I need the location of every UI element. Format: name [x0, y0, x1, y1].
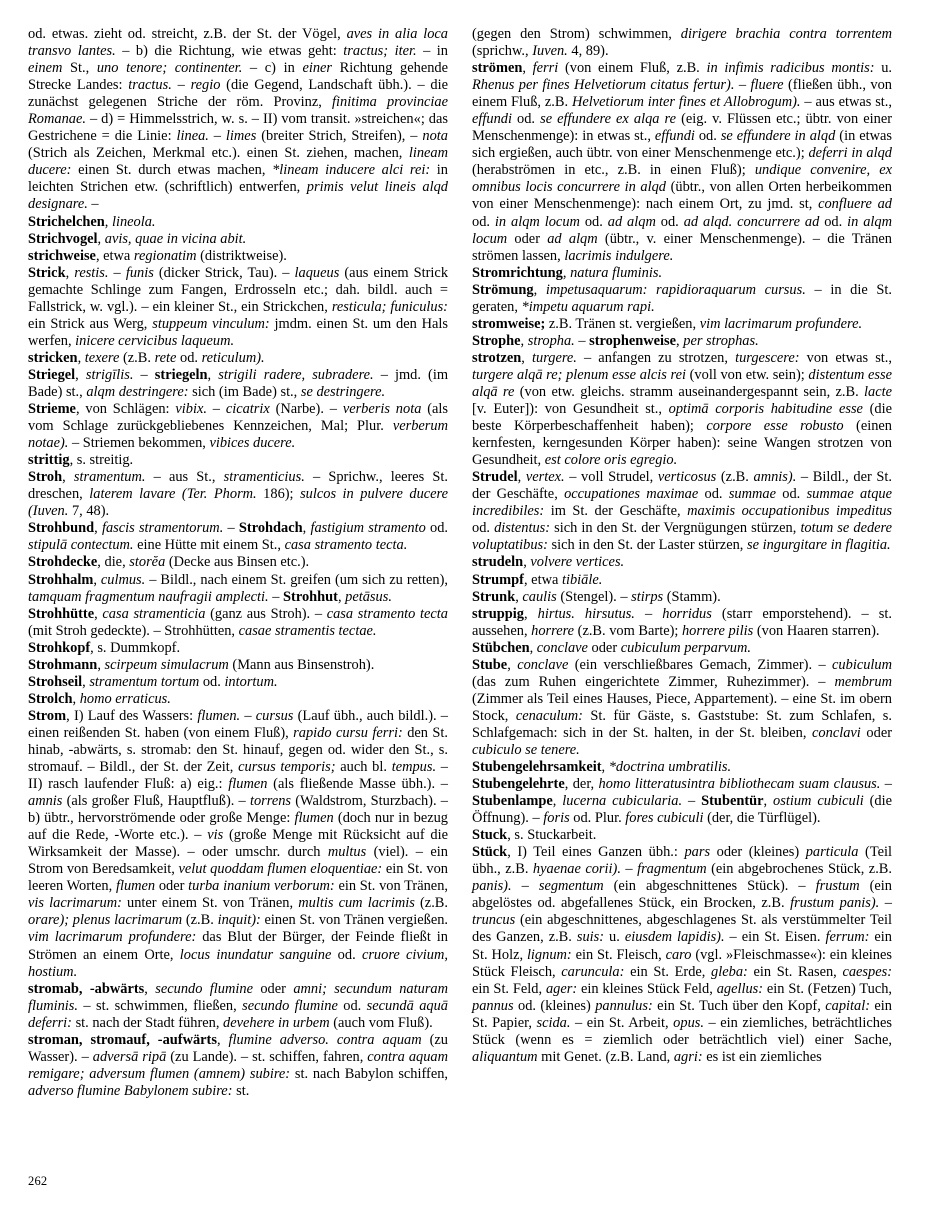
- dictionary-entry: Strolch, homo erraticus.: [28, 690, 171, 707]
- dictionary-entry: Strohhalm, culmus. – Bildl., nach einem St. greifen (um sich zu retten), tamquam fragmentum naufragii amplecti. – Strohhut, petāsus.: [28, 571, 448, 605]
- dictionary-entry: Stübchen, conclave oder cubiculum perparvum.: [472, 639, 751, 656]
- dictionary-entry: Strohkopf, s. Dummkopf.: [28, 639, 181, 656]
- dictionary-entry: struppig, hirtus. hirsutus. – horridus (starr emporstehend). – st. aussehen, horrere (z.B. vom Barte); horrere pilis (von Haaren starren).: [472, 605, 892, 639]
- dictionary-entry: Strichelchen, lineola.: [28, 213, 156, 230]
- page-columns: [28, 26, 909, 1100]
- dictionary-entry: stromab, -abwärts, secundo flumine oder amni; secundum naturam fluminis. – st. schwimmen, fließen, secundo flumine od. secundā aquā deferri: st. nach der Stadt führen, devehere in urbem (auch vom Fluß).: [28, 980, 449, 1031]
- left-text-column: [28, 26, 448, 1100]
- dictionary-entry: strudeln, volvere vertices.: [472, 554, 625, 571]
- dictionary-entry: Strömung, impetusaquarum: rapidioraquarum cursus. – in die St. geraten, *impetu aquarum rapi.: [472, 281, 892, 315]
- dictionary-entry: Strohhütte, casa stramenticia (ganz aus Stroh). – casa stramento tecta (mit Stroh gedeckte). – Strohhütten, casae stramentis tectae.: [28, 605, 448, 639]
- dictionary-entry: strotzen, turgere. – anfangen zu strotzen, turgescere: von etwas st., turgere alqā re; plenum esse alcis rei (voll von etw. sein); distentum esse alqā re (von etw. gleichs. stramm auseinandergespannt sein, z.B. lacte [v. Euter]): von Gesundheit st., optimā corporis habitudine esse (die beste Körperbeschaffenheit haben); corpore esse robusto (einen kernfesten, kerngesunden Körper haben): seine Wangen strotzen von Gesundheit, est colore oris egregio.: [472, 349, 893, 469]
- dictionary-entry: Stroh, stramentum. – aus St., stramenticius. – Sprichw., leeres St. dreschen, laterem lavare (Ter. Phorm. 186); sulcos in pulvere ducere (Iuven. 7, 48).: [28, 469, 449, 520]
- dictionary-entry: Strohbund, fascis stramentorum. – Strohdach, fastigium stramento od. stipulā contectum. eine Hütte mit einem St., casa stramento tecta.: [28, 520, 448, 554]
- dictionary-entry: stromweise; z.B. Tränen st. vergießen, vim lacrimarum profundere.: [472, 315, 863, 332]
- dictionary-entry: Stück, I) Teil eines Ganzen übh.: pars oder (kleines) particula (Teil übh., z.B. hyaenae corii). – fragmentum (ein abgebrochenes Stück, z.B. panis). – segmentum (ein abgeschnittenes Stück). – frustum (ein abgelöstes od. abgefallenes Stück, ein Brocken, z.B. frustum panis). – truncus (ein abgeschnittenes, abgeschlagenes St. als verstümmelter Teil des Ganzen, z.B. suis: u. eiusdem lapidis). – ein St. Eisen. ferrum: ein St. Holz, lignum: ein St. Fleisch, caro (vgl. »Fleischmasse«): ein kleines Stück Fleisch, caruncula: ein St. Erde, gleba: ein St. Rasen, caespes: ein St. Feld, ager: ein kleines Stück Feld, agellus: ein St. (Fetzen) Tuch, pannus od. (kleines) pannulus: ein St. Tuch über den Kopf, capital: ein St. Papier, scida. – ein St. Arbeit, opus. – ein ziemliches, beträchtliches Stück (wenn es = ziemlich oder beträchtlich viel) einer Sache, aliquantum mit Genet. (z.B. Land, agri: es ist ein ziemliches: [472, 844, 893, 1065]
- dictionary-entry: Stromrichtung, natura fluminis.: [472, 264, 663, 281]
- dictionary-entry: Striegel, strigīlis. – striegeln, strigili radere, subradere. – jmd. (im Bade) st., alqm destringere: sich (im Bade) st., se destringere.: [28, 366, 449, 400]
- page-number: 262: [28, 1174, 48, 1188]
- dictionary-entry: Strohseil, stramentum tortum od. intortum.: [28, 673, 278, 690]
- dictionary-entry: Strohmann, scirpeum simulacrum (Mann aus Binsenstroh).: [28, 656, 375, 673]
- dictionary-entry: Strick, restis. – funis (dicker Strick, Tau). – laqueus (aus einem Strick gemachte Schlinge zum Fangen, Erdrosseln etc.; dah. bildl. auch = Fallstrick, w. vgl.). – ein kleiner St., ein Strickchen, resticula; funiculus: ein Strick aus Werg, stuppeum vinculum: jmdm. einen St. um den Hals werfen, inicere cervicibus laqueum.: [28, 264, 449, 349]
- dictionary-entry: Stubengelehrte, der, homo litteratusintra bibliothecam suam clausus. – Stubenlampe, lucerna cubicularia. – Stubentür, ostium cubiculi (die Öffnung). – foris od. Plur. fores cubiculi (der, die Türflügel).: [472, 776, 892, 827]
- dictionary-entry: stricken, texere (z.B. rete od. reticulum).: [28, 349, 265, 366]
- dictionary-entry: stroman, stromauf, -aufwärts, flumine adverso. contra aquam (zu Wasser). – adversā ripā (zu Lande). – st. schiffen, fahren, contra aquam remigare; adversum flumen (amnem) subire: st. nach Babylon schiffen, adverso flumine Babylonem subire: st.: [28, 1031, 449, 1099]
- dictionary-entry: Strieme, von Schlägen: vibix. – cicatrix (Narbe). – verberis nota (als vom Schlage zurückgebliebenes Kennzeichen, Mal; Plur. verberum notae). – Striemen bekommen, vibices ducere.: [28, 401, 448, 452]
- dictionary-entry: strittig, s. streitig.: [28, 452, 134, 469]
- dictionary-entry: (gegen den Strom) schwimmen, dirigere brachia contra torrentem (sprichw., Iuven. 4, 89).: [472, 26, 892, 60]
- dictionary-entry: Strichvogel, avis, quae in vicina abit.: [28, 230, 247, 247]
- dictionary-entry: Stubengelehrsamkeit, *doctrina umbratilis.: [472, 759, 732, 776]
- dictionary-entry: Strumpf, etwa tibiāle.: [472, 571, 603, 588]
- dictionary-entry: Strunk, caulis (Stengel). – stirps (Stamm).: [472, 588, 721, 605]
- dictionary-entry: Strudel, vertex. – voll Strudel, verticosus (z.B. amnis). – Bildl., der St. der Geschäfte, occupationes maximae od. summae od. summae atque incredibiles: im St. der Geschäfte, maximis occupationibus impeditus od. distentus: sich in den St. der Vergnügungen stürzen, totum se dedere voluptatibus: sich in den St. der Laster stürzen, se ingurgitare in flagitia.: [472, 469, 893, 554]
- dictionary-entry: Stuck, s. Stuckarbeit.: [472, 827, 597, 844]
- dictionary-entry: Strom, I) Lauf des Wassers: flumen. – cursus (Lauf übh., auch bildl.). – einen reißenden St. haben (von einem Fluß), rapido cursu ferri: den St. hinab, -abwärts, s. stromab: den St. hinauf, gegen od. wider den St., s. stromauf. – Bildl., der St. der Zeit, cursus temporis; auch bl. tempus. – II) rasch laufender Fluß: a) eig.: flumen (als fließende Masse übh.). – amnis (als großer Fluß, Hauptfluß). – torrens (Waldstrom, Sturzbach). – b) übtr., hervorströmende oder große Menge: flumen (doch nur in bezug auf die Rede, -Worte etc.). – vis (große Menge mit Rücksicht auf die Wirksamkeit der Masse). – oder umschr. durch multus (viel). – ein Strom von Beredsamkeit, velut quoddam flumen eloquentiae: ein St. von leeren Worten, flumen oder turba inanium verborum: ein St. von Tränen, vis lacrimarum: unter einem St. von Tränen, multis cum lacrimis (z.B. orare); plenus lacrimarum (z.B. inquit): einen St. von Tränen vergießen. vim lacrimarum profundere: das Blut der Bürger, der Feinde fließt in Strömen an einem Orte, locus inundatur sanguine od. cruore civium, hostium.: [28, 707, 449, 980]
- right-text-column: [472, 26, 892, 1066]
- dictionary-entry: Strohdecke, die, storĕa (Decke aus Binsen etc.).: [28, 554, 310, 571]
- dictionary-entry: od. etwas. zieht od. streicht, z.B. der St. der Vögel, aves in alia loca transvo lantes. – b) die Richtung, wie etwas geht: tractus; iter. – in einem St., uno tenore; continenter. – c) in einer Richtung gehende Strecke Landes: tractus. – regio (die Gegend, Landschaft übh.). – die zunächst gelegenen Striche der röm. Provinz, finitima provinciae Romanae. – d) = Himmelsstrich, w. s. – II) vom transit. »streichen«; das Gestrichene = die Linie: linea. – limes (breiter Strich, Streifen), – nota (Strich als Zeichen, Merkmal etc.). einen St. ziehen, machen, lineam ducere: einen St. durch etwas machen, *lineam inducere alci rei: in leichten Strichen etw. (schriftlich) entwerfen, primis velut lineis alqd designare. –: [28, 26, 449, 213]
- dictionary-entry: strömen, ferri (von einem Fluß, z.B. in infimis radicibus montis: u. Rhenus per fines Helvetiorum citatus fertur). – fluere (fließen übh., von einem Fluß, z.B. Helvetiorum inter fines et Allobrogum). – aus etwas st., effundi od. se effundere ex alqa re (eig. v. Flüssen etc.; übtr. von einer Menschenmenge): in etwas st., effundi od. se effundere in alqd (in etwas sich ergießen, auch übtr. von einer Menschenmenge etc.); deferri in alqd (herabströmen in etc., z.B. in einen Fluß); undique convenire, ex omnibus locis concurrere in alqd (übtr., von allen Orten herbeikommen von einer Menschenmenge): nach einem Ort, zu jmd. st, confluere ad od. in alqm locum od. ad alqm od. ad alqd. concurrere ad od. in alqm locum oder ad alqm (übtr., v. einer Menschenmenge). – die Tränen strömen lassen, lacrimis indulgere.: [472, 60, 893, 264]
- dictionary-entry: strichweise, etwa regionatim (distriktweise).: [28, 247, 287, 264]
- dictionary-entry: Stube, conclave (ein verschließbares Gemach, Zimmer). – cubiculum (das zum Ruhen eingerichtete Zimmer, Ruhezimmer). – membrum (Zimmer als Teil eines Hauses, Piece, Appartement). – eine St. im obern Stock, cenaculum: St. für Gäste, s. Gaststube: St. zum Schlafen, s. Schlafgemach: sich in der St. halten, in der St. bleiben, conclavi oder cubiculo se tenere.: [472, 656, 892, 758]
- dictionary-entry: Strophe, stropha. – strophenweise, per strophas.: [472, 332, 759, 349]
